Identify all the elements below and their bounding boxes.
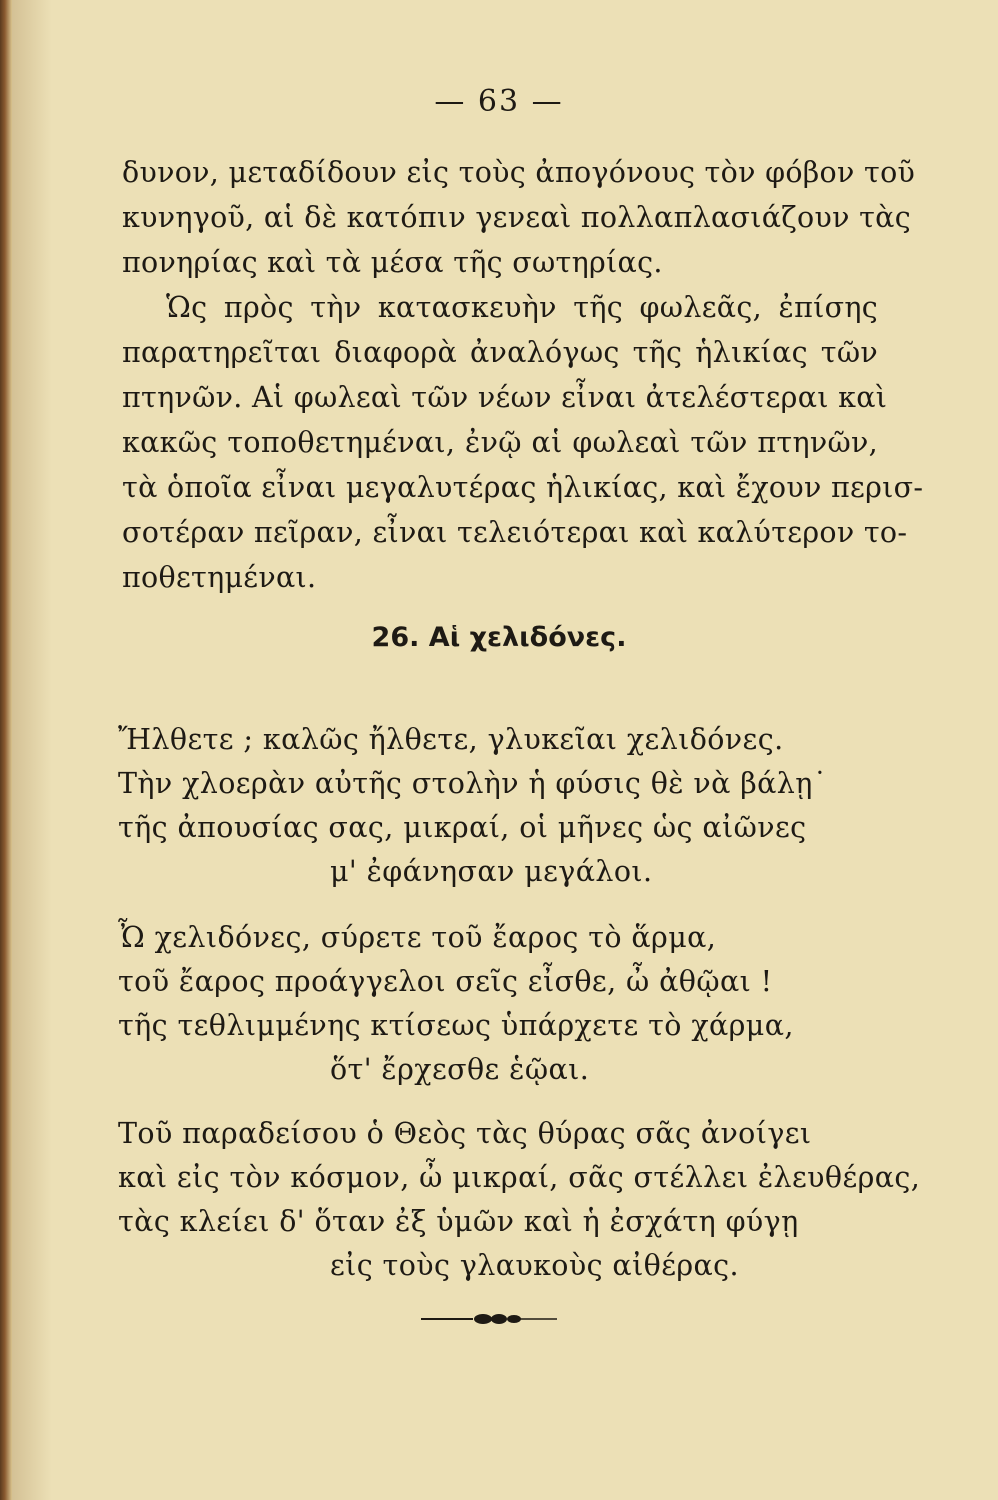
poem-line: εἰς τοὺς γλαυκοὺς αἰθέρας. <box>330 1249 739 1282</box>
page-shade <box>12 0 52 1500</box>
poem-line: Τὴν χλοερὰν αὐτῆς στολὴν ἡ φύσις θὲ νὰ βάλῃ˙ <box>118 767 828 800</box>
prose-line: ποθετημέναι. <box>122 561 317 594</box>
section-number: 26. <box>371 622 420 653</box>
poem-line: Τοῦ παραδείσου ὁ Θεὸς τὰς θύρας σᾶς ἀνοίγει <box>118 1117 812 1150</box>
poem-line: καὶ εἰς τὸν κόσμον, ὦ μικραί, σᾶς στέλλει ἐλευθέρας, <box>118 1161 921 1194</box>
prose-line: κακῶς τοποθετημέναι, ἐνῷ αἱ φωλεαὶ τῶν πτηνῶν, <box>122 426 878 459</box>
prose-line: τὰ ὁποῖα εἶναι μεγαλυτέρας ἡλικίας, καὶ ἔχουν περισ- <box>122 471 924 504</box>
prose-line: πτηνῶν. Αἱ φωλεαὶ τῶν νέων εἶναι ἀτελέστεραι καὶ <box>122 381 888 414</box>
poem-line: Ὦ χελιδόνες, σύρετε τοῦ ἔαρος τὸ ἅρμα, <box>118 921 717 954</box>
prose-line: πονηρίας καὶ τὰ μέσα τῆς σωτηρίας. <box>122 246 663 279</box>
prose-line: Ὡς πρὸς τὴν κατασκευὴν τῆς φωλεᾶς, ἐπίσης <box>166 291 878 324</box>
section-heading <box>0 622 998 653</box>
prose-line: σοτέραν πεῖραν, εἶναι τελειότεραι καὶ καλύτερον το- <box>122 516 908 549</box>
poem-line: Ἤλθετε ; καλῶς ἤλθετε, γλυκεῖαι χελιδόνες. <box>118 723 784 756</box>
poem-line: τὰς κλείει δ' ὅταν ἐξ ὑμῶν καὶ ἡ ἐσχάτη φύγῃ <box>118 1205 799 1238</box>
prose-paragraphs <box>122 150 924 600</box>
section-title: Αἱ χελιδόνες. <box>428 622 627 653</box>
page-number: — 63 — <box>434 84 564 119</box>
poem-line: μ' ἐφάνησαν μεγάλοι. <box>330 855 653 888</box>
poem-stanza-3 <box>118 1112 921 1288</box>
prose-line: παρατηρεῖται διαφορὰ ἀναλόγως τῆς ἡλικίας τῶν <box>122 336 878 369</box>
prose-line: δυνον, μεταδίδουν εἰς τοὺς ἀπογόνους τὸν φόβον τοῦ <box>122 156 916 189</box>
poem-line: τοῦ ἔαρος προάγγελοι σεῖς εἶσθε, ὦ ἀθῷαι ! <box>118 965 773 998</box>
end-ornament-icon <box>419 1311 559 1327</box>
poem-line: τῆς ἀπουσίας σας, μικραί, οἱ μῆνες ὡς αἰῶνες <box>118 811 807 844</box>
poem-line: ὅτ' ἔρχεσθε ἑῷαι. <box>330 1053 590 1086</box>
poem-stanza-2 <box>118 916 878 1092</box>
poem-stanza-1 <box>118 718 878 894</box>
prose-line: κυνηγοῦ, αἱ δὲ κατόπιν γενεαὶ πολλαπλασιάζουν τὰς <box>122 201 911 234</box>
poem-line: τῆς τεθλιμμένης κτίσεως ὑπάρχετε τὸ χάρμα, <box>118 1009 794 1042</box>
page-binding-edge <box>0 0 12 1500</box>
